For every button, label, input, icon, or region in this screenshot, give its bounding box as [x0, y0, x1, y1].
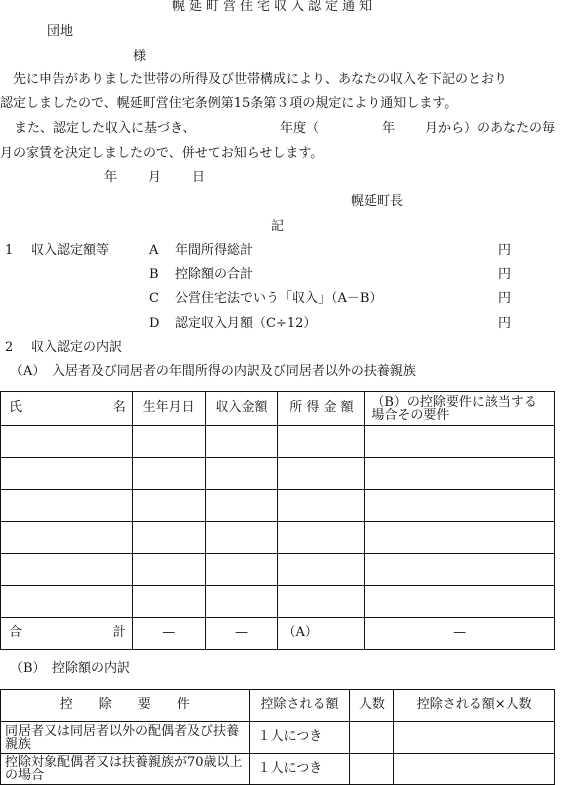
document-title: 幌延町営住宅収入認定通知	[172, 0, 377, 14]
income-breakdown-table	[0, 391, 555, 650]
table-row	[1, 554, 555, 586]
cell-earned[interactable]	[278, 426, 365, 458]
person-count[interactable]	[350, 722, 394, 754]
cell-birthdate[interactable]	[132, 554, 205, 586]
cell-income[interactable]	[205, 490, 278, 522]
date-year: 年	[104, 170, 118, 185]
section1-item-unit: 円	[498, 243, 512, 258]
body-line-4: 月の家賃を決定しましたので、併せてお知らせします。	[0, 146, 324, 161]
table-total-row	[1, 618, 555, 650]
body-line-3a: また、認定した収入に基づき、	[14, 121, 196, 136]
amount-times-count[interactable]	[394, 722, 555, 754]
section1-item-key: A	[149, 243, 159, 258]
table-row	[1, 722, 555, 754]
body-line-1: 先に申告がありました世帯の所得及び世帯構成により、あなたの収入を下記のとおり	[13, 72, 508, 87]
section1-item-key: D	[149, 316, 160, 331]
body-line-3b: 年度（	[280, 121, 320, 136]
cell-deduction[interactable]	[365, 522, 555, 554]
cell-deduction[interactable]	[365, 426, 555, 458]
table-row	[1, 426, 555, 458]
table-header-row	[1, 392, 555, 426]
total-deduction-dash: —	[365, 618, 555, 650]
header-income: 収入金額	[205, 392, 278, 426]
table-row	[1, 522, 555, 554]
ki-mark: 記	[271, 219, 285, 234]
cell-earned[interactable]	[278, 490, 365, 522]
section1-item-label: 公営住宅法でいう「収入」（A－B）	[175, 291, 383, 306]
section1-item-label: 控除額の合計	[175, 267, 254, 282]
section1-item-label: 認定収入月額（C÷12）	[175, 316, 317, 331]
total-birthdate-dash: —	[132, 618, 205, 650]
section2-label: 収入認定の内訳	[31, 340, 123, 355]
date-day: 日	[192, 170, 206, 185]
deduction-amount: １人につき	[249, 722, 350, 754]
cell-name[interactable]	[1, 522, 133, 554]
header-earned-income: 所 得 金 額	[278, 392, 365, 426]
cell-birthdate[interactable]	[132, 522, 205, 554]
section1-item-key: B	[149, 267, 159, 282]
cell-income[interactable]	[205, 458, 278, 490]
section1-item-key: C	[149, 291, 159, 306]
complex-label: 団地	[47, 24, 74, 39]
section1-label: 収入認定額等	[31, 243, 110, 258]
cell-income[interactable]	[205, 522, 278, 554]
table-header-row	[1, 690, 555, 722]
cell-deduction[interactable]	[365, 586, 555, 618]
cell-name[interactable]	[1, 554, 133, 586]
deduction-item: 控除対象配偶者又は扶養親族が70歳以上の場合	[1, 754, 250, 785]
header-deduction-amount: 控除される額	[249, 690, 350, 722]
body-line-3c: 年	[382, 121, 396, 136]
cell-earned[interactable]	[278, 554, 365, 586]
header-deduction-item: 控 除 要 件	[1, 690, 250, 722]
issuer: 幌延町長	[351, 194, 404, 209]
section1-item-label: 年間所得総計	[175, 243, 254, 258]
section1-number: 1	[5, 243, 14, 258]
cell-income[interactable]	[205, 554, 278, 586]
cell-income[interactable]	[205, 586, 278, 618]
section1-item-unit: 円	[498, 267, 512, 282]
table-row	[1, 754, 555, 785]
deduction-amount: １人につき	[249, 754, 350, 785]
cell-earned[interactable]	[278, 458, 365, 490]
body-line-2: 認定しましたので、幌延町営住宅条例第15条第３項の規定により通知します。	[0, 96, 458, 111]
total-earned[interactable]: （A）	[278, 618, 365, 650]
cell-name[interactable]	[1, 458, 133, 490]
amount-times-count[interactable]	[394, 754, 555, 785]
table-row	[1, 490, 555, 522]
header-person-count: 人数	[350, 690, 394, 722]
table-row	[1, 586, 555, 618]
cell-birthdate[interactable]	[132, 458, 205, 490]
cell-deduction[interactable]	[365, 458, 555, 490]
date-month: 月	[148, 170, 162, 185]
header-deduction-requirement: （B）の控除要件に該当する場合その要件	[365, 392, 555, 426]
header-amount-times-count: 控除される額×人数	[394, 690, 555, 722]
deduction-item: 同居者又は同居者以外の配偶者及び扶養親族	[1, 722, 250, 754]
section2-number: 2	[5, 340, 14, 355]
honorific: 様	[133, 49, 147, 64]
section1-item-unit: 円	[498, 291, 512, 306]
header-name: 氏 名	[1, 392, 133, 426]
cell-name[interactable]	[1, 586, 133, 618]
header-birthdate: 生年月日	[132, 392, 205, 426]
cell-deduction[interactable]	[365, 490, 555, 522]
section2-subheading-a: （A） 入居者及び同居者の年間所得の内訳及び同居者以外の扶養親族	[10, 364, 416, 379]
cell-income[interactable]	[205, 426, 278, 458]
cell-name[interactable]	[1, 426, 133, 458]
table-row	[1, 458, 555, 490]
body-line-3d: 月から）のあなたの毎	[425, 121, 556, 136]
section2-subheading-b: （B） 控除額の内訳	[10, 661, 131, 676]
deduction-breakdown-table	[0, 689, 555, 785]
cell-name[interactable]	[1, 490, 133, 522]
cell-birthdate[interactable]	[132, 490, 205, 522]
cell-earned[interactable]	[278, 522, 365, 554]
cell-deduction[interactable]	[365, 554, 555, 586]
section1-item-unit: 円	[498, 316, 512, 331]
total-income-dash: —	[205, 618, 278, 650]
cell-birthdate[interactable]	[132, 586, 205, 618]
total-label: 合 計	[1, 618, 133, 650]
cell-earned[interactable]	[278, 586, 365, 618]
person-count[interactable]	[350, 754, 394, 785]
cell-birthdate[interactable]	[132, 426, 205, 458]
